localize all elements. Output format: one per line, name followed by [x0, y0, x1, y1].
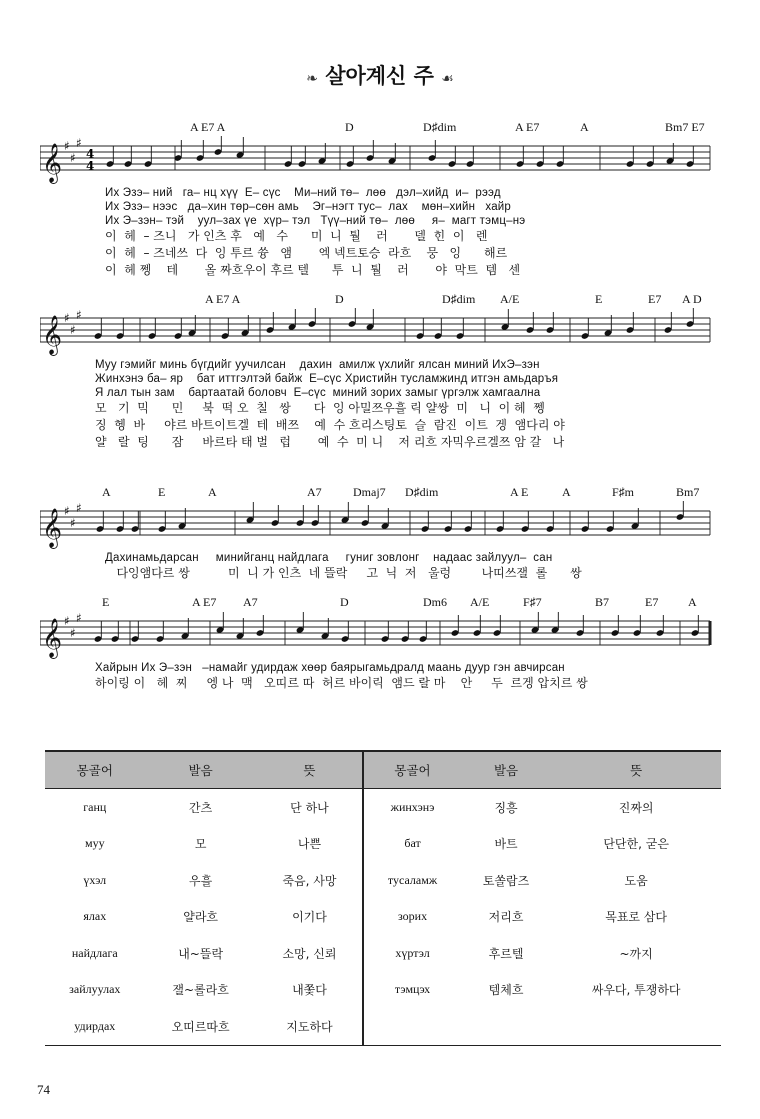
cell-pronunciation: 토쏠람즈	[482, 873, 530, 888]
chord-symbol: A E	[510, 485, 529, 499]
chord-symbol: A D	[682, 292, 702, 306]
chord-symbol: D♯dim	[442, 292, 476, 306]
table-row	[45, 972, 721, 1009]
cell-mongolian: тусаламж	[387, 872, 438, 887]
chord-symbol: E	[158, 485, 166, 499]
chord-symbol: F♯7	[523, 595, 542, 609]
cell-meaning: 싸우다, 투쟁하다	[591, 983, 681, 998]
sharp-icon: ♯	[76, 501, 82, 515]
cell-pronunciation: 간츠	[189, 800, 213, 815]
chord-symbol: A7	[243, 595, 258, 609]
cell-meaning: 죽음, 사망	[257, 862, 364, 899]
lyric-mongolian: Жинхэнэ ба– яр бат иттгэлтэй байж Е–сүс Христийн тусламжинд итгэн амьдаръя	[95, 373, 559, 385]
cell-pronunciation: 내~뜰락	[178, 946, 224, 961]
chord-row	[40, 485, 720, 501]
cell-mongolian: зорих	[397, 909, 428, 924]
cell-mongolian	[363, 1008, 461, 1045]
table-row	[45, 935, 721, 972]
ornament-left-icon: ❧	[306, 71, 318, 87]
cell-meaning	[551, 1008, 721, 1045]
treble-clef-icon: 𝄞	[42, 618, 63, 658]
chord-symbol: A7	[307, 485, 322, 499]
cell-mongolian: удирдах	[45, 1008, 145, 1045]
chord-symbol: D♯dim	[405, 485, 439, 499]
chord-symbol: A	[580, 120, 589, 134]
chord-symbol: D	[345, 120, 354, 134]
cell-meaning: 나쁜	[257, 826, 364, 863]
header-pronunciation: 발음	[461, 751, 551, 789]
song-title	[0, 60, 760, 90]
cell-mongolian: ялах	[83, 909, 107, 924]
cell-pronunciation: 후르텔	[488, 946, 524, 961]
sharp-icon: ♯	[70, 626, 76, 640]
chord-symbol: D	[335, 292, 344, 306]
lyric-mongolian: Их Эзэ– нээс да–хин төр–сөн амь Эг–нэгт тус– лах мөн–хийн хайр	[105, 201, 512, 213]
header-mongolian: 몽골어	[45, 751, 145, 789]
chord-row	[40, 292, 720, 308]
cell-pronunciation: 바트	[494, 837, 518, 852]
staff-group	[40, 611, 710, 659]
lyric-korean: 이 헤 – 즈니 가 인츠 후 예 수 미 니 퉐 러 델 힌 이 렌	[105, 229, 488, 243]
cell-pronunciation: 모	[194, 837, 207, 852]
music-system-2	[40, 292, 720, 451]
chord-symbol: F♯m	[612, 485, 635, 499]
table-row	[45, 899, 721, 936]
sharp-icon: ♯	[64, 139, 70, 153]
chord-row	[40, 120, 720, 136]
music-staff	[40, 308, 720, 358]
cell-meaning: 도움	[624, 873, 648, 888]
music-staff	[40, 501, 720, 551]
cell-mongolian: найдлага	[71, 945, 118, 960]
lyric-korean: 이 헤 쩽 테 올 짜흐우이 후르 텔 투 니 퉐 러 야 막트 템 센	[105, 263, 521, 277]
cell-mongolian: бат	[404, 836, 421, 851]
music-system-1	[40, 120, 720, 279]
lyric-mongolian: Хайрын Их Э–зэн –намайг удирдаж хөөр баярыгамьдралд маань дуур гэн авчирсан	[95, 662, 565, 674]
chord-symbol: A	[688, 595, 697, 609]
cell-meaning: 지도하다	[257, 1008, 364, 1045]
table-row	[45, 1008, 721, 1045]
staff-group	[40, 136, 710, 184]
table-row	[45, 789, 721, 826]
page-number: 74	[37, 1082, 50, 1097]
lyric-mongolian: Я лал тын зам бартаатай боловч Е–сүс миний зорих замыг үргэлж хамгаална	[95, 387, 541, 399]
cell-meaning: 내쫓다	[257, 972, 364, 1009]
cell-mongolian: муу	[84, 836, 105, 851]
table-row	[45, 826, 721, 863]
cell-mongolian: жинхэнэ	[390, 799, 435, 814]
chord-symbol: A E7	[515, 120, 540, 134]
chord-symbol: A E7	[192, 595, 217, 609]
chord-symbol: D♯dim	[423, 120, 457, 134]
chord-symbol: E	[595, 292, 603, 306]
lyric-korean: 모 기 믹 민 북 떡 오 칠 쌍 다 잉 아밀쯔우흘 릭 얄쌍 미 니 이 헤 쩽	[95, 401, 545, 415]
header-pronunciation: 발음	[145, 751, 257, 789]
cell-pronunciation: 저리흐	[488, 910, 524, 925]
cell-meaning: ~까지	[619, 946, 653, 961]
chord-symbol: A	[102, 485, 111, 499]
sharp-icon: ♯	[64, 504, 70, 518]
lyric-mongolian: Дахинамьдарсан минийганц найдлага гуниг зовлонг надаас зайлуул– сан	[105, 552, 553, 564]
staff-group	[40, 501, 710, 549]
cell-mongolian: үхэл	[83, 872, 107, 887]
staff-group	[40, 308, 710, 356]
song-title-text: 살아계신 주	[325, 64, 434, 88]
sharp-icon: ♯	[64, 311, 70, 325]
lyric-korean: 얄 랄 팅 잠 바르타 태 벌 럽 예 수 미 니 저 리흐 자믹우르겔쯔 암 갈 나	[95, 435, 565, 449]
chord-symbol: A E7 A	[190, 120, 226, 134]
cell-pronunciation: 오띠르따흐	[145, 1008, 257, 1045]
lyric-korean: 이 헤 – 즈네쓰 다 잉 투르 쓩 앰 엑 넥트토승 라흐 뭉 잉 해르	[105, 246, 508, 260]
cell-mongolian: хүртэл	[395, 945, 430, 960]
lyric-korean: 징 헹 바 야르 바트이트겔 테 배쯔 예 수 흐리스팅토 슬 람진 이트 겡 앰다리 야	[95, 418, 565, 432]
cell-mongolian: ганц	[83, 799, 107, 814]
treble-clef-icon: 𝄞	[42, 508, 63, 548]
lyric-korean: 다잉앰다르 쌍 미 니 가 인츠 네 뜰락 고 닉 저 울렁 나띠쓰잴 롤 쌍	[105, 566, 582, 580]
header-mongolian: 몽골어	[363, 751, 461, 789]
cell-pronunciation: 우흘	[189, 873, 213, 888]
lyric-mongolian: Их Э–зэн– тэй уул–зах үе хүр– тэл Түү–ний тө– лөө я– магт тэмц–нэ	[105, 215, 526, 227]
time-signature: 4	[86, 159, 95, 173]
sharp-icon: ♯	[76, 308, 82, 322]
sharp-icon: ♯	[76, 136, 82, 150]
sharp-icon: ♯	[70, 323, 76, 337]
chord-symbol: Bm7	[676, 485, 700, 499]
lyric-mongolian: Муу гэмийг минь бүгдийг уучилсан дахин амилж үхлийг ялсан миний ИхЭ–зэн	[95, 359, 540, 371]
cell-mongolian: зайлуулах	[69, 982, 121, 997]
cell-pronunciation: 템체흐	[488, 983, 524, 998]
cell-meaning: 단단한, 굳은	[603, 837, 669, 852]
chord-symbol: E7	[648, 292, 662, 306]
chord-symbol: A	[208, 485, 217, 499]
music-staff	[40, 136, 720, 186]
header-meaning: 뜻	[257, 751, 364, 789]
sharp-icon: ♯	[76, 611, 82, 625]
treble-clef-icon: 𝄞	[42, 143, 63, 183]
treble-clef-icon: 𝄞	[42, 315, 63, 355]
ornament-right-icon: ☙	[441, 71, 454, 87]
chord-symbol: E7	[645, 595, 659, 609]
cell-meaning: 소망, 신뢰	[257, 935, 364, 972]
vocabulary-table	[45, 750, 721, 1046]
chord-symbol: A E7 A	[205, 292, 241, 306]
chord-row	[40, 595, 720, 611]
cell-meaning: 목표로 삼다	[605, 910, 668, 925]
cell-pronunciation	[461, 1008, 551, 1045]
sharp-icon: ♯	[64, 614, 70, 628]
time-signature: 4	[86, 147, 95, 161]
lyric-mongolian: Их Эзэ– ний га– нц хүү Е– сүс Ми–ний тө– лөө дэл–хийд и– рээд	[105, 187, 501, 199]
chord-symbol: B7	[595, 595, 610, 609]
table-header-row	[45, 751, 721, 789]
chord-symbol: A/E	[470, 595, 490, 609]
cell-meaning: 단 하나	[257, 789, 364, 826]
music-staff	[40, 611, 720, 661]
chord-symbol: A/E	[500, 292, 520, 306]
cell-pronunciation: 잴~롤라흐	[172, 983, 229, 998]
sharp-icon: ♯	[70, 151, 76, 165]
chord-symbol: Bm7 E7	[665, 120, 705, 134]
chord-symbol: Dm6	[423, 595, 447, 609]
table-row	[45, 862, 721, 899]
chord-symbol: D	[340, 595, 349, 609]
music-system-4	[40, 595, 720, 692]
music-system-3	[40, 485, 720, 582]
chord-symbol: A	[562, 485, 571, 499]
lyric-korean: 하이링 이 헤 찌 엥 나 맥 오띠르 따 허르 바이릭 앰드 랄 마 안 두 르겡 압치르 쌍	[95, 676, 588, 690]
cell-mongolian: тэмцэх	[394, 982, 431, 997]
sharp-icon: ♯	[70, 516, 76, 530]
chord-symbol: E	[102, 595, 110, 609]
cell-meaning: 진짜의	[618, 800, 654, 815]
cell-meaning: 이기다	[257, 899, 364, 936]
chord-symbol: Dmaj7	[353, 485, 386, 499]
cell-pronunciation: 징흥	[494, 800, 518, 815]
header-meaning: 뜻	[551, 751, 721, 789]
cell-pronunciation: 얄라흐	[183, 910, 219, 925]
